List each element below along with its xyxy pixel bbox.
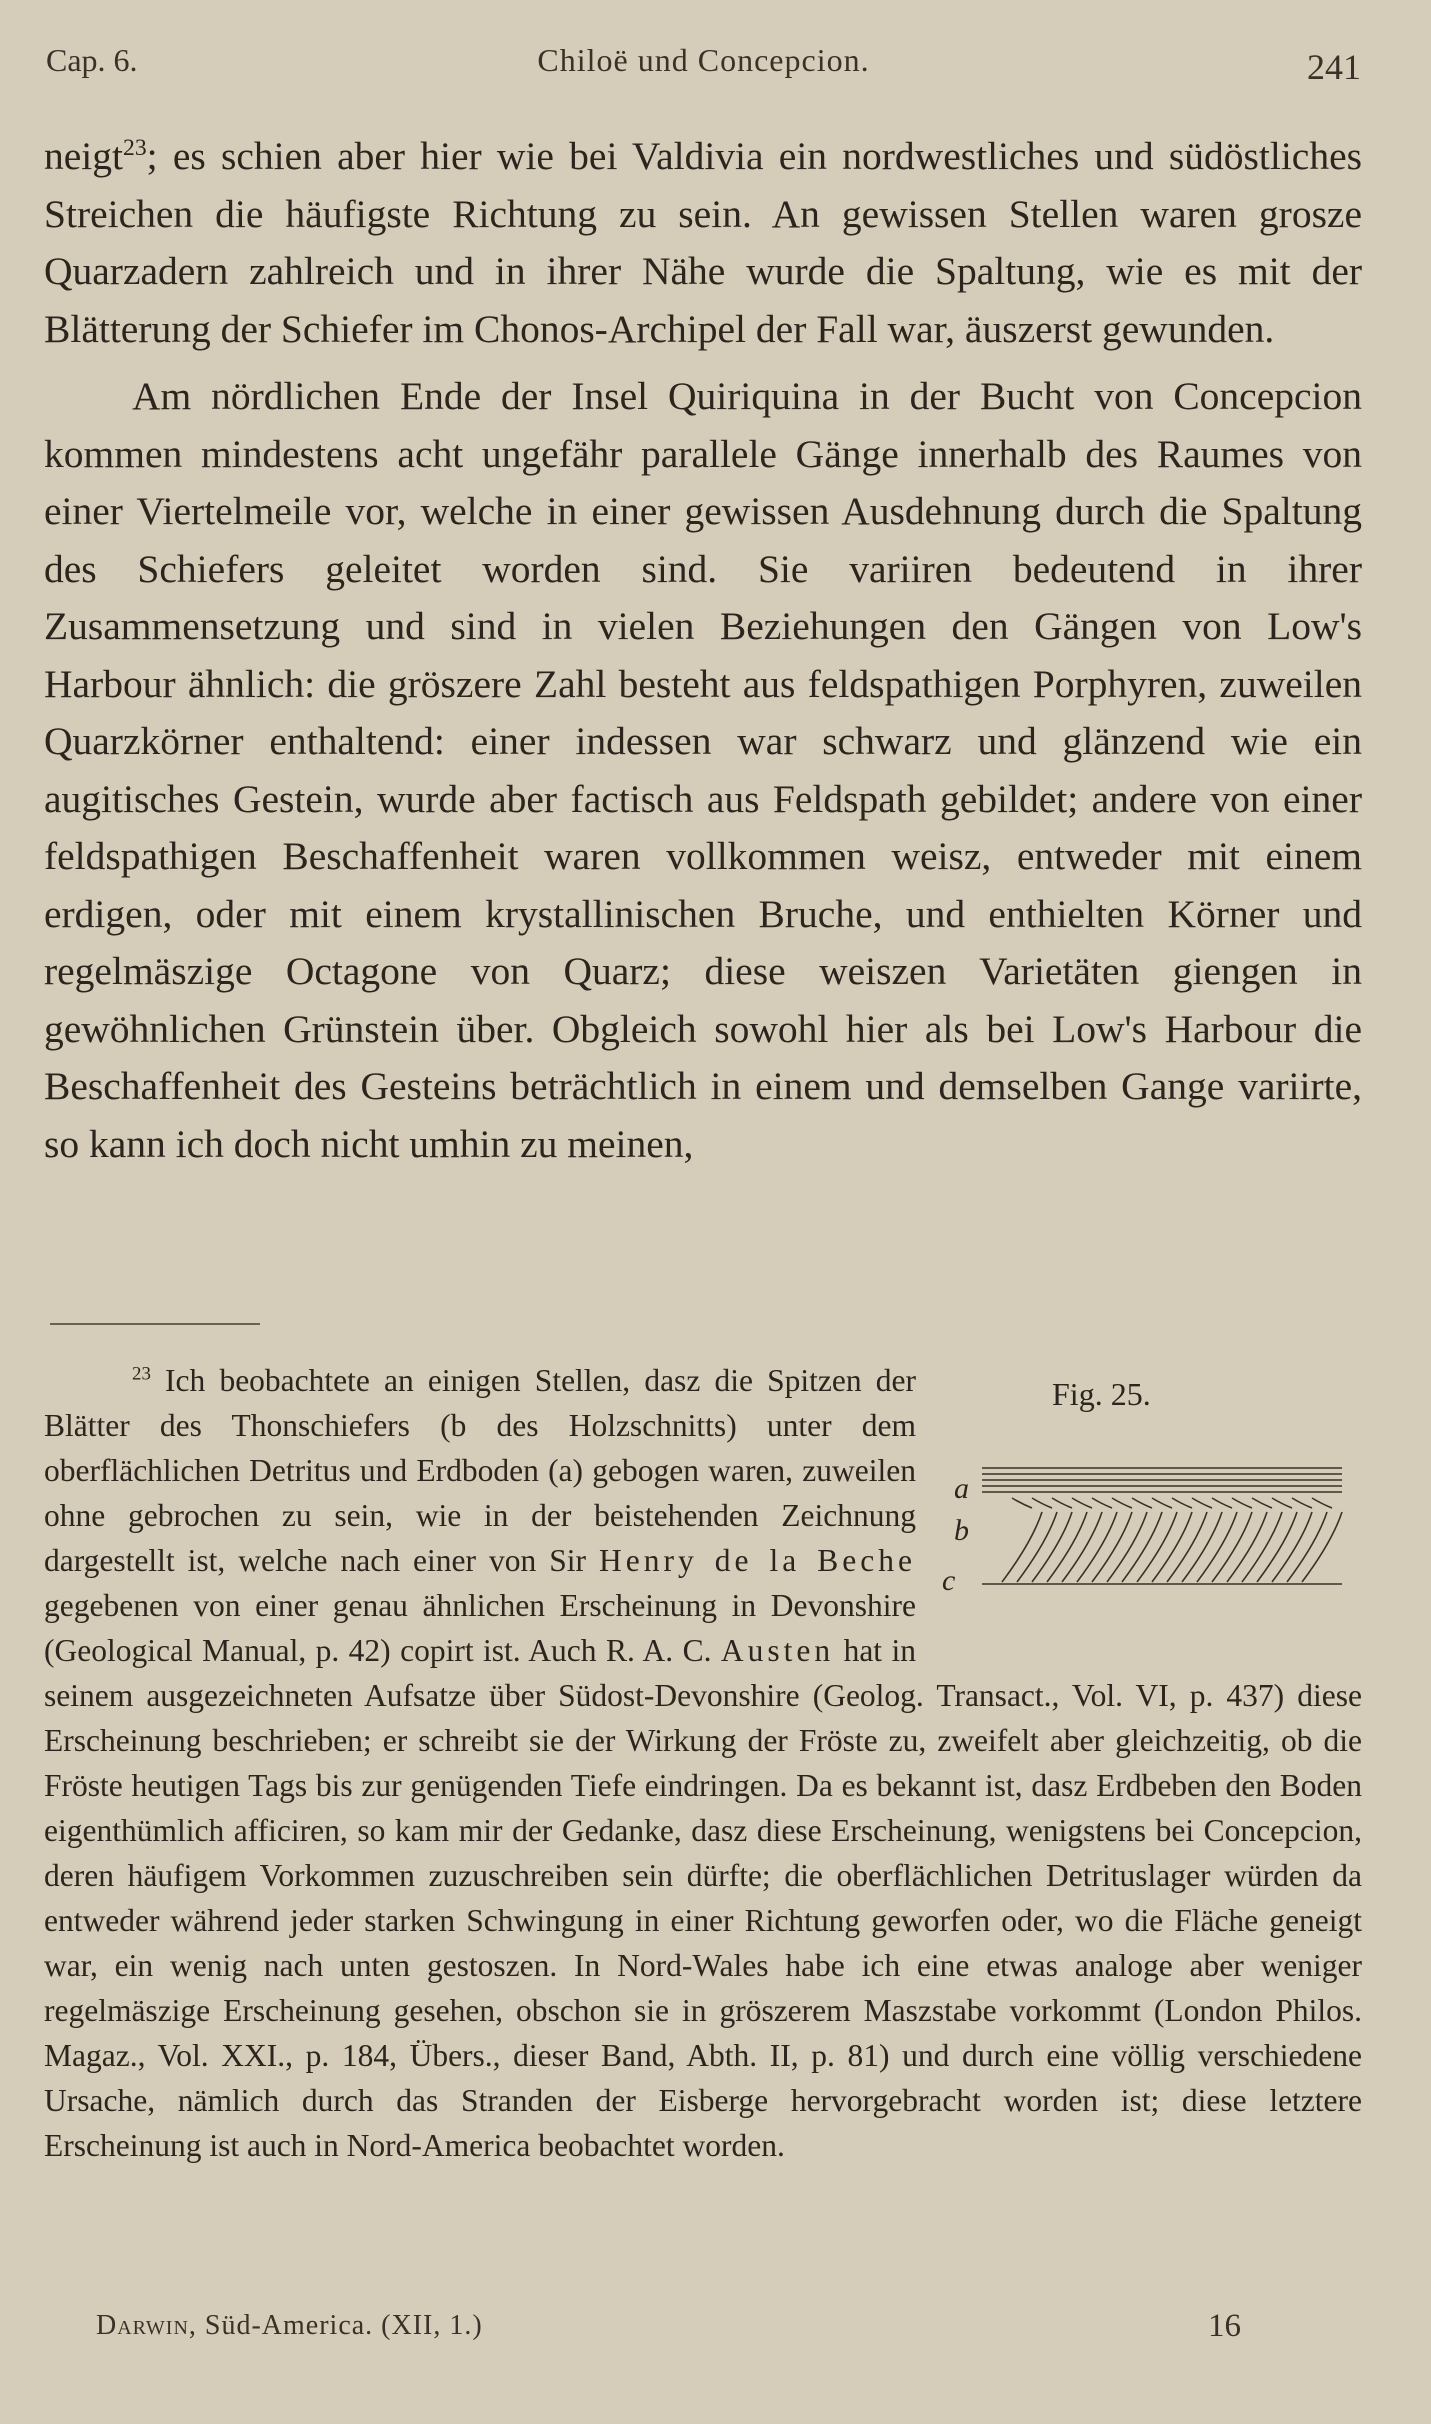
figure-label-b: b	[954, 1514, 969, 1547]
person-name-beche: Henry de la Beche	[599, 1543, 916, 1578]
chapter-label: Cap. 6.	[46, 42, 138, 78]
paragraph-2: Am nördlichen Ende der Insel Quiriquina in der Bucht von Concepcion kommen mindestens acht ungefähr parallele Gänge innerhalb des Raumes von einer Viertelmeile vor, welche in einer gewissen Ausdehnung durch die Spaltung des Schiefers geleitet worden sind. Sie variiren bedeutend in ihrer Zusammensetzung und sind in vielen Beziehungen den Gängen von Low's Harbour ähnlich: die gröszere Zahl besteht aus feldspathigen Porphyren, zuweilen Quarzkörner enthaltend: einer indessen war schwarz und glänzend wie ein augitisches Gestein, wurde aber factisch aus Feldspath gebildet; andere von einer feldspathigen Beschaffenheit waren vollkommen weisz, entweder mit einem erdigen, oder mit einem krystallinischen Bruche, und enthielten Körner und regelmäszige Octagone von Quarz; diese weiszen Varietäten giengen in gewöhnlichen Grünstein über. Obgleich sowohl hier als bei Low's Harbour die Beschaffenheit des Gesteins beträchtlich in einem und demselben Gange variirte, so kann ich doch nicht umhin zu meinen,	[44, 374, 1362, 1166]
footnote-part-2: gegebenen von einer genau ähnlichen Erscheinung in Devonshire (Geological Manual, p. 42) copirt ist. Auch	[44, 1588, 916, 1668]
footnote-number: 23	[132, 1363, 151, 1385]
footnote-reference[interactable]: 23	[122, 134, 147, 161]
person-initials-austen: R. A. C.	[605, 1633, 721, 1668]
figure-label-c: c	[942, 1564, 956, 1597]
figure-label-a: a	[954, 1472, 969, 1505]
footer-author: Darwin	[96, 2310, 189, 2341]
signature-line	[96, 2310, 483, 2342]
main-text	[44, 128, 1362, 1173]
paragraph-1-start: neigt	[44, 134, 123, 178]
running-header	[46, 42, 1361, 86]
figure-caption: Fig. 25.	[1052, 1376, 1151, 1412]
footnote-23	[44, 1358, 1362, 2168]
person-name-austen: Austen	[720, 1633, 835, 1668]
running-title: Chiloë und Concepcion.	[537, 42, 870, 78]
page-footer	[96, 2310, 1241, 2350]
paragraph-1-rest: ; es schien aber hier wie bei Valdivia ein nordwestliches und südöstliches Streichen die häufigste Richtung zu sein. An gewissen Stellen waren grosze Quarzadern zahlreich und in ihrer Nähe wurde die Spaltung, wie es mit der Blätterung der Schiefer im Chonos-Archipel der Fall war, äuszerst gewunden.	[44, 134, 1362, 351]
footer-work: , Süd-America. (XII, 1.)	[188, 2310, 483, 2341]
paragraph-1	[44, 128, 1362, 358]
printer-signature: 16	[1208, 2308, 1241, 2344]
figure-drawing	[942, 1432, 1362, 1612]
footnote-part-3: hat in seinem ausgezeichneten Aufsatze über Südost-Devonshire (Geolog. Transact., Vol. VI, p. 437) diese Erscheinung beschrieben; er schreibt sie der Wirkung der Fröste zu, zweifelt aber gleichzeitig, ob die Fröste heutigen Tags bis zur genügenden Tiefe eindringen. Da es bekannt ist, dasz Erdbeben den Boden eigenthümlich afficiren, so kam mir der Gedanke, dasz diese Erscheinung, wenigstens bei Concepcion, deren häufigem Vorkommen zuzuschreiben sein dürfte; die oberflächlichen Detrituslager würden da entweder während jeder starken Schwingung in einer Richtung geworfen oder, wo die Fläche geneigt war, ein wenig nach unten gestoszen. In Nord-Wales habe ich eine etwas analoge aber weniger regelmäszige Erscheinung gesehen, obschon sie in gröszerem Maszstabe vorkommt (London Philos. Magaz., Vol. XXI., p. 184, Übers., dieser Band, Abth. II, p. 81) und durch eine völlig verschiedene Ursache, nämlich durch das Stranden der Eisberge hervorgebracht worden ist; diese letztere Erscheinung ist auch in Nord-America beobachtet worden.	[44, 1633, 1362, 2163]
footnote-rule	[50, 1323, 260, 1325]
page-number: 241	[1307, 47, 1361, 87]
figure-25	[942, 1362, 1362, 1648]
footnote-part-1: Ich beobachtete an einigen Stellen, dasz die Spitzen der Blätter des Thonschiefers (b des Holzschnitts) unter dem oberflächlichen Detritus und Erdboden (a) gebogen waren, zuweilen ohne gebrochen zu sein, wie in der beistehenden Zeichnung dargestellt ist, welche nach einer von Sir	[44, 1363, 916, 1578]
